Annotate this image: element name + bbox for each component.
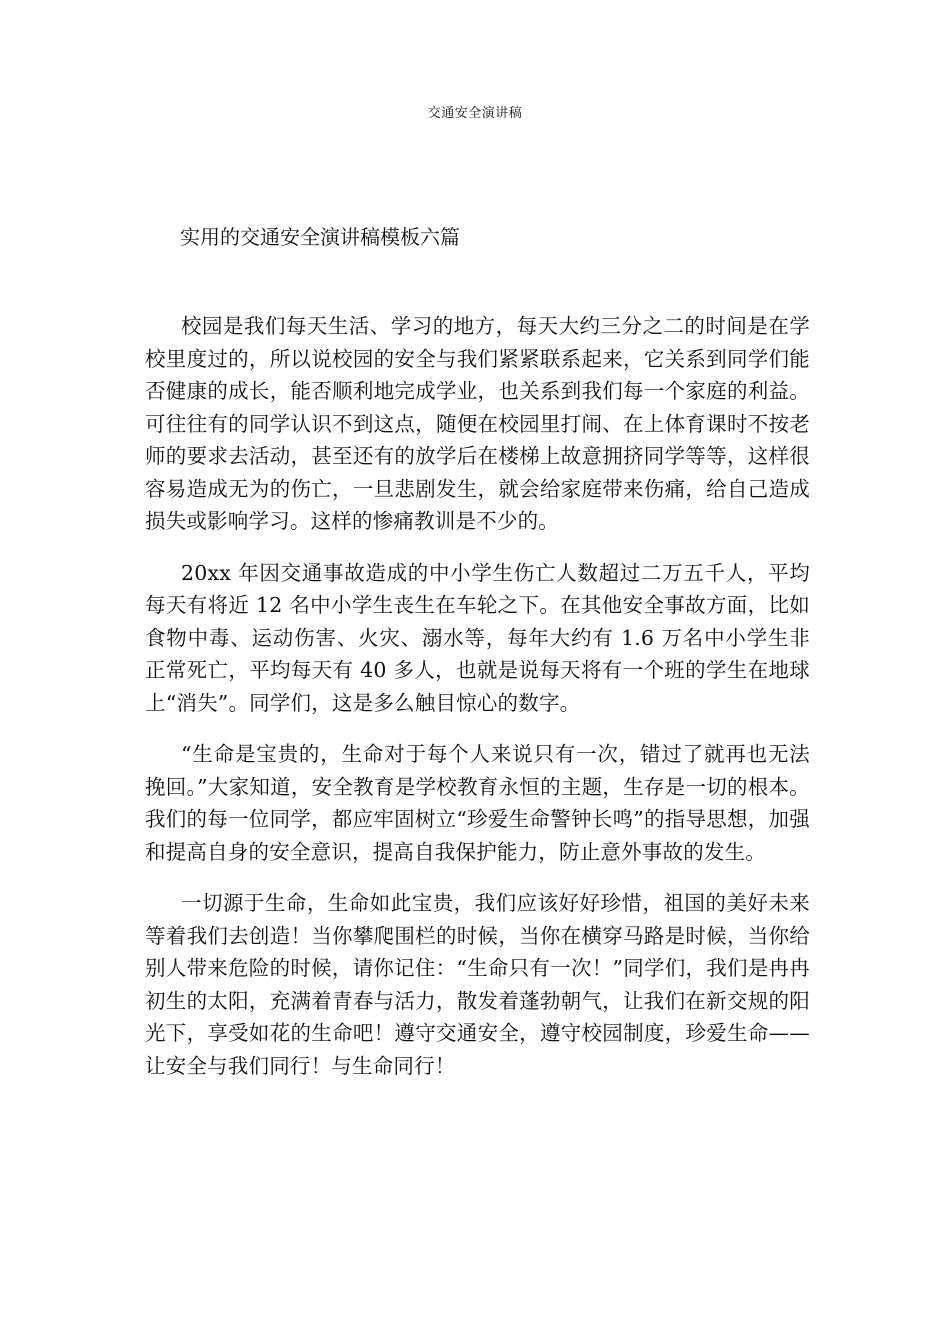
document-title: 实用的交通安全演讲稿模板六篇 <box>180 225 460 249</box>
paragraph-2: 20xx 年因交通事故造成的中小学生伤亡人数超过二万五千人，平均每天有将近 12 名中小学生丧生在车轮之下。在其他安全事故方面，比如食物中毒、运动伤害、火灾、溺水等，每年大约有 1.6 万名中小学生非正常死亡，平均每天有 40 多人，也就是说每天将有一个班的学生在地球上“消失”。同学们，这是多么触目惊心的数字。 <box>145 560 810 715</box>
paragraph-1: 校园是我们每天生活、学习的地方，每天大约三分之二的时间是在学校里度过的，所以说校园的安全与我们紧紧联系起来，它关系到同学们能否健康的成长，能否顺利地完成学业，也关系到我们每一个家庭的利益。可往往有的同学认识不到这点，随便在校园里打闹、在上体育课时不按老师的要求去活动，甚至还有的放学后在楼梯上故意拥挤同学等等，这样很容易造成无为的伤亡，一旦悲剧发生，就会给家庭带来伤痛，给自己造成损失或影响学习。这样的惨痛教训是不少的。 <box>145 314 810 533</box>
running-header: 交通安全演讲稿 <box>427 106 523 121</box>
document-body <box>145 310 810 1101</box>
paragraph-3: “生命是宝贵的，生命对于每个人来说只有一次，错过了就再也无法挽回。”大家知道，安全教育是学校教育永恒的主题，生存是一切的根本。我们的每一位同学，都应牢固树立“珍爱生命警钟长鸣”的指导思想，加强和提高自身的安全意识，提高自我保护能力，防止意外事故的发生。 <box>145 742 810 864</box>
paragraph-4: 一切源于生命，生命如此宝贵，我们应该好好珍惜，祖国的美好未来等着我们去创造！当你攀爬围栏的时候，当你在横穿马路是时候，当你给别人带来危险的时候，请你记住：“生命只有一次！”同学们，我们是冉冉初生的太阳，充满着青春与活力，散发着蓬勃朝气，让我们在新交规的阳光下，享受如花的生命吧！遵守交通安全，遵守校园制度，珍爱生命——让安全与我们同行！与生命同行！ <box>145 891 810 1078</box>
